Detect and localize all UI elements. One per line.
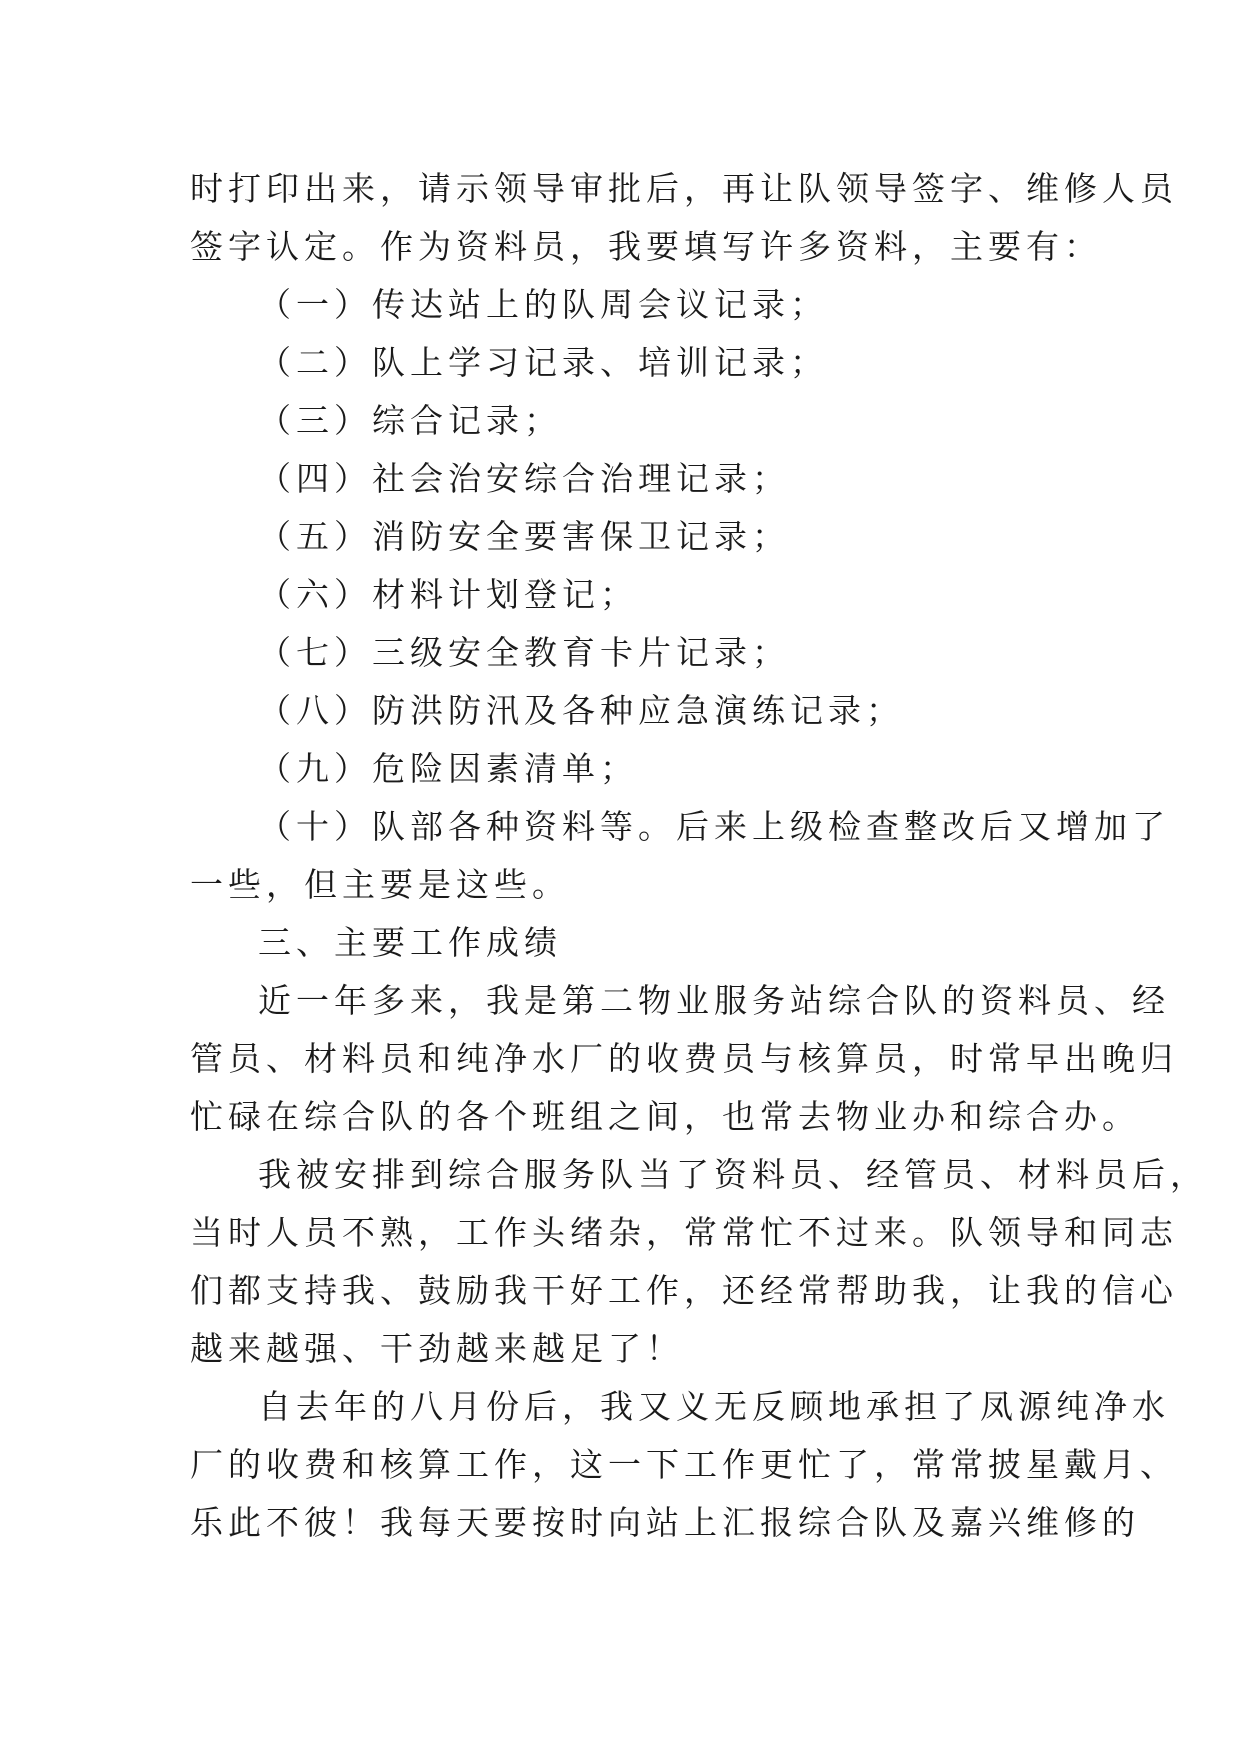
text-line: 一些，但主要是这些。 <box>190 865 570 904</box>
document-body <box>190 160 1208 1552</box>
text-line: （三）综合记录； <box>258 401 562 440</box>
text-line: 我被安排到综合服务队当了资料员、经管员、材料员后， <box>258 1155 1208 1194</box>
text-line: （二）队上学习记录、培训记录； <box>258 343 828 382</box>
text-line: 乐此不彼！我每天要按时向站上汇报综合队及嘉兴维修的 <box>190 1503 1140 1542</box>
text-line: 签字认定。作为资料员，我要填写许多资料，主要有： <box>190 227 1102 266</box>
text-line: 三、主要工作成绩 <box>258 923 562 962</box>
text-line: 自去年的八月份后，我又义无反顾地承担了凤源纯净水 <box>258 1387 1170 1426</box>
text-line: 越来越强、干劲越来越足了！ <box>190 1329 684 1368</box>
text-line: 时打印出来，请示领导审批后，再让队领导签字、维修人员 <box>190 169 1178 208</box>
text-line: 近一年多来，我是第二物业服务站综合队的资料员、经 <box>258 981 1170 1020</box>
text-line: （七）三级安全教育卡片记录； <box>258 633 790 672</box>
text-line: （六）材料计划登记； <box>258 575 638 614</box>
text-line: 厂的收费和核算工作，这一下工作更忙了，常常披星戴月、 <box>190 1445 1178 1484</box>
text-line: （九）危险因素清单； <box>258 749 638 788</box>
text-line: 忙碌在综合队的各个班组之间，也常去物业办和综合办。 <box>190 1097 1140 1136</box>
text-line: （一）传达站上的队周会议记录； <box>258 285 828 324</box>
text-line: 当时人员不熟，工作头绪杂，常常忙不过来。队领导和同志 <box>190 1213 1178 1252</box>
text-line: （十）队部各种资料等。后来上级检查整改后又增加了 <box>258 807 1170 846</box>
text-line: （八）防洪防汛及各种应急演练记录； <box>258 691 904 730</box>
text-line: （五）消防安全要害保卫记录； <box>258 517 790 556</box>
text-line: （四）社会治安综合治理记录； <box>258 459 790 498</box>
text-line: 们都支持我、鼓励我干好工作，还经常帮助我，让我的信心 <box>190 1271 1178 1310</box>
text-line: 管员、材料员和纯净水厂的收费员与核算员，时常早出晚归 <box>190 1039 1178 1078</box>
